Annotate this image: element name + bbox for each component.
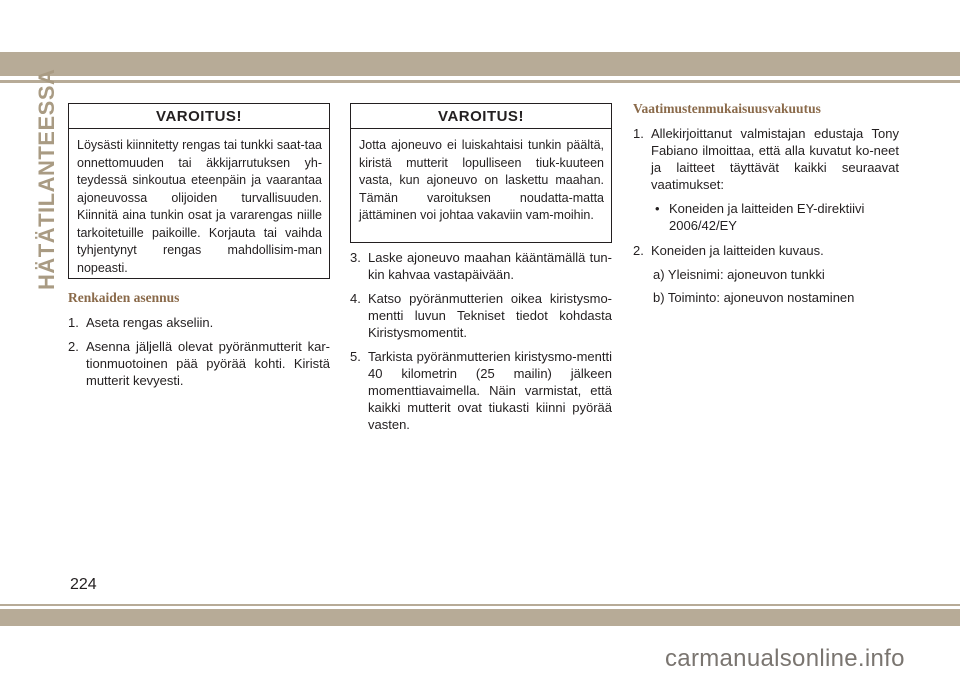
section-side-title: HÄTÄTILANTEESSA: [34, 68, 59, 290]
warning-box: [68, 103, 330, 279]
warning-box: [350, 103, 612, 243]
step-item: [350, 290, 612, 341]
sub-item: a) Yleisnimi: ajoneuvon tunkki: [653, 267, 825, 282]
header-band: [0, 52, 960, 76]
header-rule: [0, 80, 960, 83]
step-number: 5.: [350, 349, 361, 364]
step-item: [68, 314, 330, 331]
step-list: [633, 125, 899, 193]
page-number: 224: [70, 576, 97, 593]
step-number: 2.: [633, 243, 644, 258]
watermark-text: carmanualsonline.info: [665, 645, 905, 672]
step-number: 4.: [350, 291, 361, 306]
step-text: Asenna jäljellä olevat pyöränmutterit kar-tionmuotoinen pää pyörää kohti. Kiristä mutterit kevyesti.: [86, 339, 330, 388]
step-number: 1.: [68, 315, 79, 330]
step-text: Allekirjoittanut valmistajan edustaja Tony Fabiano ilmoittaa, että alla kuvatut ko-neet ja laitteet täyttävät kaikki seuraavat vaatimukset:: [651, 126, 899, 192]
step-item: [68, 338, 330, 389]
section-heading-wheel-install: Renkaiden asennus: [68, 290, 180, 305]
step-item: [350, 249, 612, 283]
section-heading-declaration: Vaatimustenmukaisuusvakuutus: [633, 101, 821, 116]
bullet-item: [633, 200, 899, 234]
step-text: Tarkista pyöränmutterien kiristysmo-mentti 40 kilometrin (25 mailin) jälkeen momenttiavaimella. Näin varmistat, että kaikki mutterit ovat tiukasti kiinni pyörää vasten.: [368, 349, 612, 432]
step-number: 3.: [350, 250, 361, 265]
step-list: [68, 314, 330, 389]
warning-text: Jotta ajoneuvo ei luiskahtaisi tunkin päältä, kiristä mutterit lopulliseen tiuk-kuuteen vasta, kun ajoneuvo on laskettu maahan. Tämän varoituksen noudatta-matta jättäminen voi johtaa vakaviin vam-moihin.: [359, 138, 604, 222]
step-number: 2.: [68, 339, 79, 354]
step-text: Katso pyöränmutterien oikea kiristysmo-mentti luvun Tekniset tiedot kohdasta Kiristysmomentit.: [368, 291, 612, 340]
step-item: [350, 348, 612, 433]
column-3: [633, 100, 899, 312]
bullet-symbol: •: [655, 201, 660, 216]
step-list: [350, 249, 612, 433]
warning-title: VAROITUS!: [69, 104, 329, 129]
step-item: [633, 242, 899, 259]
step-list: [633, 242, 899, 259]
bullet-text: Koneiden ja laitteiden EY-direktiivi 2006/42/EY: [669, 201, 865, 233]
step-text: Aseta rengas akseliin.: [86, 315, 214, 330]
warning-title: VAROITUS!: [351, 104, 611, 129]
column-1: [68, 103, 330, 396]
step-item: [633, 125, 899, 193]
footer-rule: [0, 604, 960, 606]
footer-band: [0, 609, 960, 626]
sub-item: b) Toiminto: ajoneuvon nostaminen: [653, 290, 855, 305]
step-number: 1.: [633, 126, 644, 141]
column-2: [350, 103, 612, 440]
warning-text: Löysästi kiinnitetty rengas tai tunkki saat-taa onnettomuuden tai äkkijarrutuksen yh-teydessä sinkoutua eteenpäin ja vaarantaa ajoneuvossa olijoiden turvallisuuden. Kiinnitä aina tunkin osat ja vararengas niille tarkoitetuille paikoille. Korjauta tai vaihda tyhjentynyt rengas mahdollisim-man nopeasti.: [77, 138, 322, 275]
step-text: Laske ajoneuvo maahan kääntämällä tun-kin kahvaa vastapäivään.: [368, 250, 612, 282]
step-text: Koneiden ja laitteiden kuvaus.: [651, 243, 824, 258]
